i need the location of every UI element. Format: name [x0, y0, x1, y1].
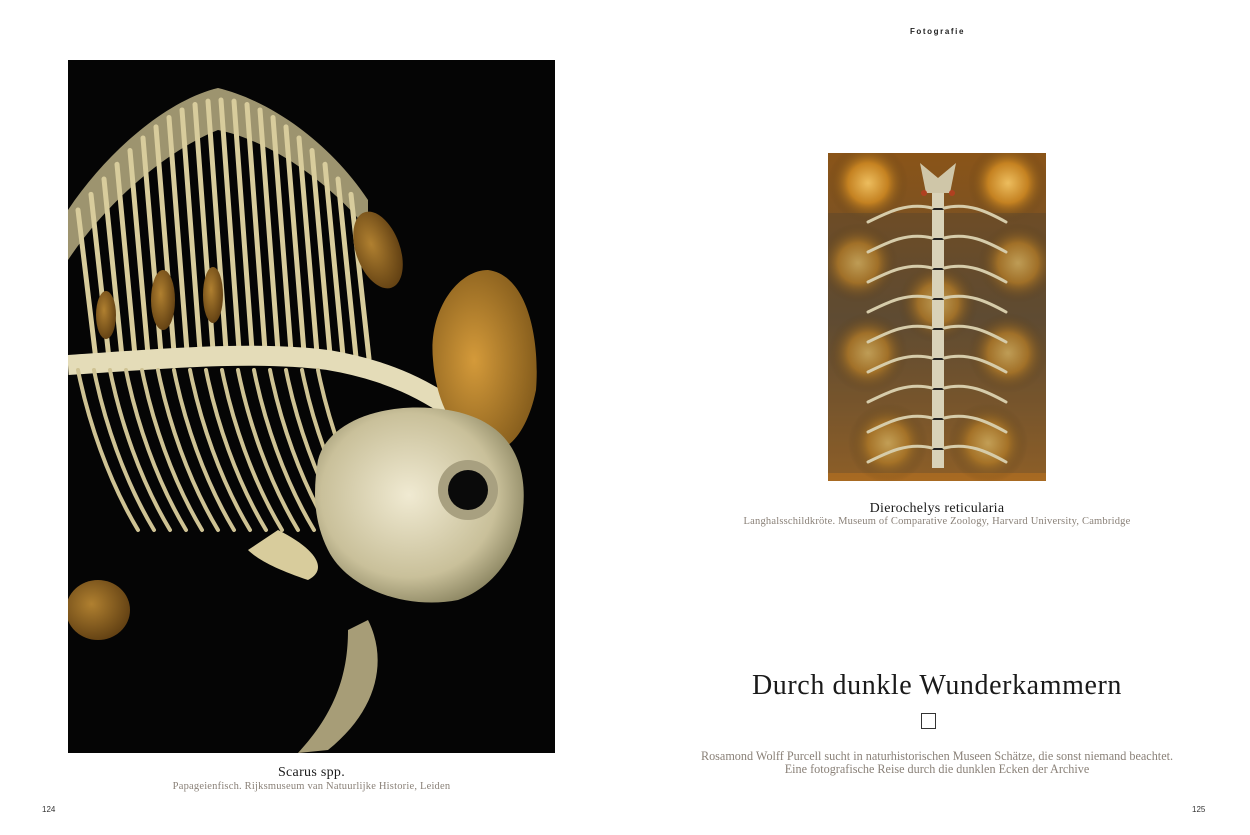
article-lead — [660, 750, 1214, 776]
title-ornament-box — [921, 713, 936, 729]
article-lead-line-2: Eine fotografische Reise durch die dunklen Ecken der Archive — [784, 762, 1090, 776]
section-label: Fotografie — [909, 27, 966, 36]
fish-caption-title: Scarus spp. — [277, 765, 346, 780]
page-number-left: 124 — [42, 805, 56, 814]
article-title: Durch dunkle Wunderkammern — [751, 670, 1123, 701]
article-lead-line-1: Rosamond Wolff Purcell sucht in naturhistorischen Museen Schätze, die sonst niemand beachtet. — [700, 749, 1174, 763]
page-number-right: 125 — [1192, 805, 1206, 814]
fish-skeleton-photo — [68, 60, 555, 753]
turtle-specimen-photo — [828, 153, 1046, 481]
turtle-caption-subtitle: Langhalsschildkröte. Museum of Comparative Zoology, Harvard University, Cambridge — [743, 516, 1131, 527]
turtle-caption-title: Dierochelys reticularia — [869, 501, 1005, 516]
fish-caption-subtitle: Papageienfisch. Rijksmuseum van Natuurlijke Historie, Leiden — [172, 781, 451, 792]
